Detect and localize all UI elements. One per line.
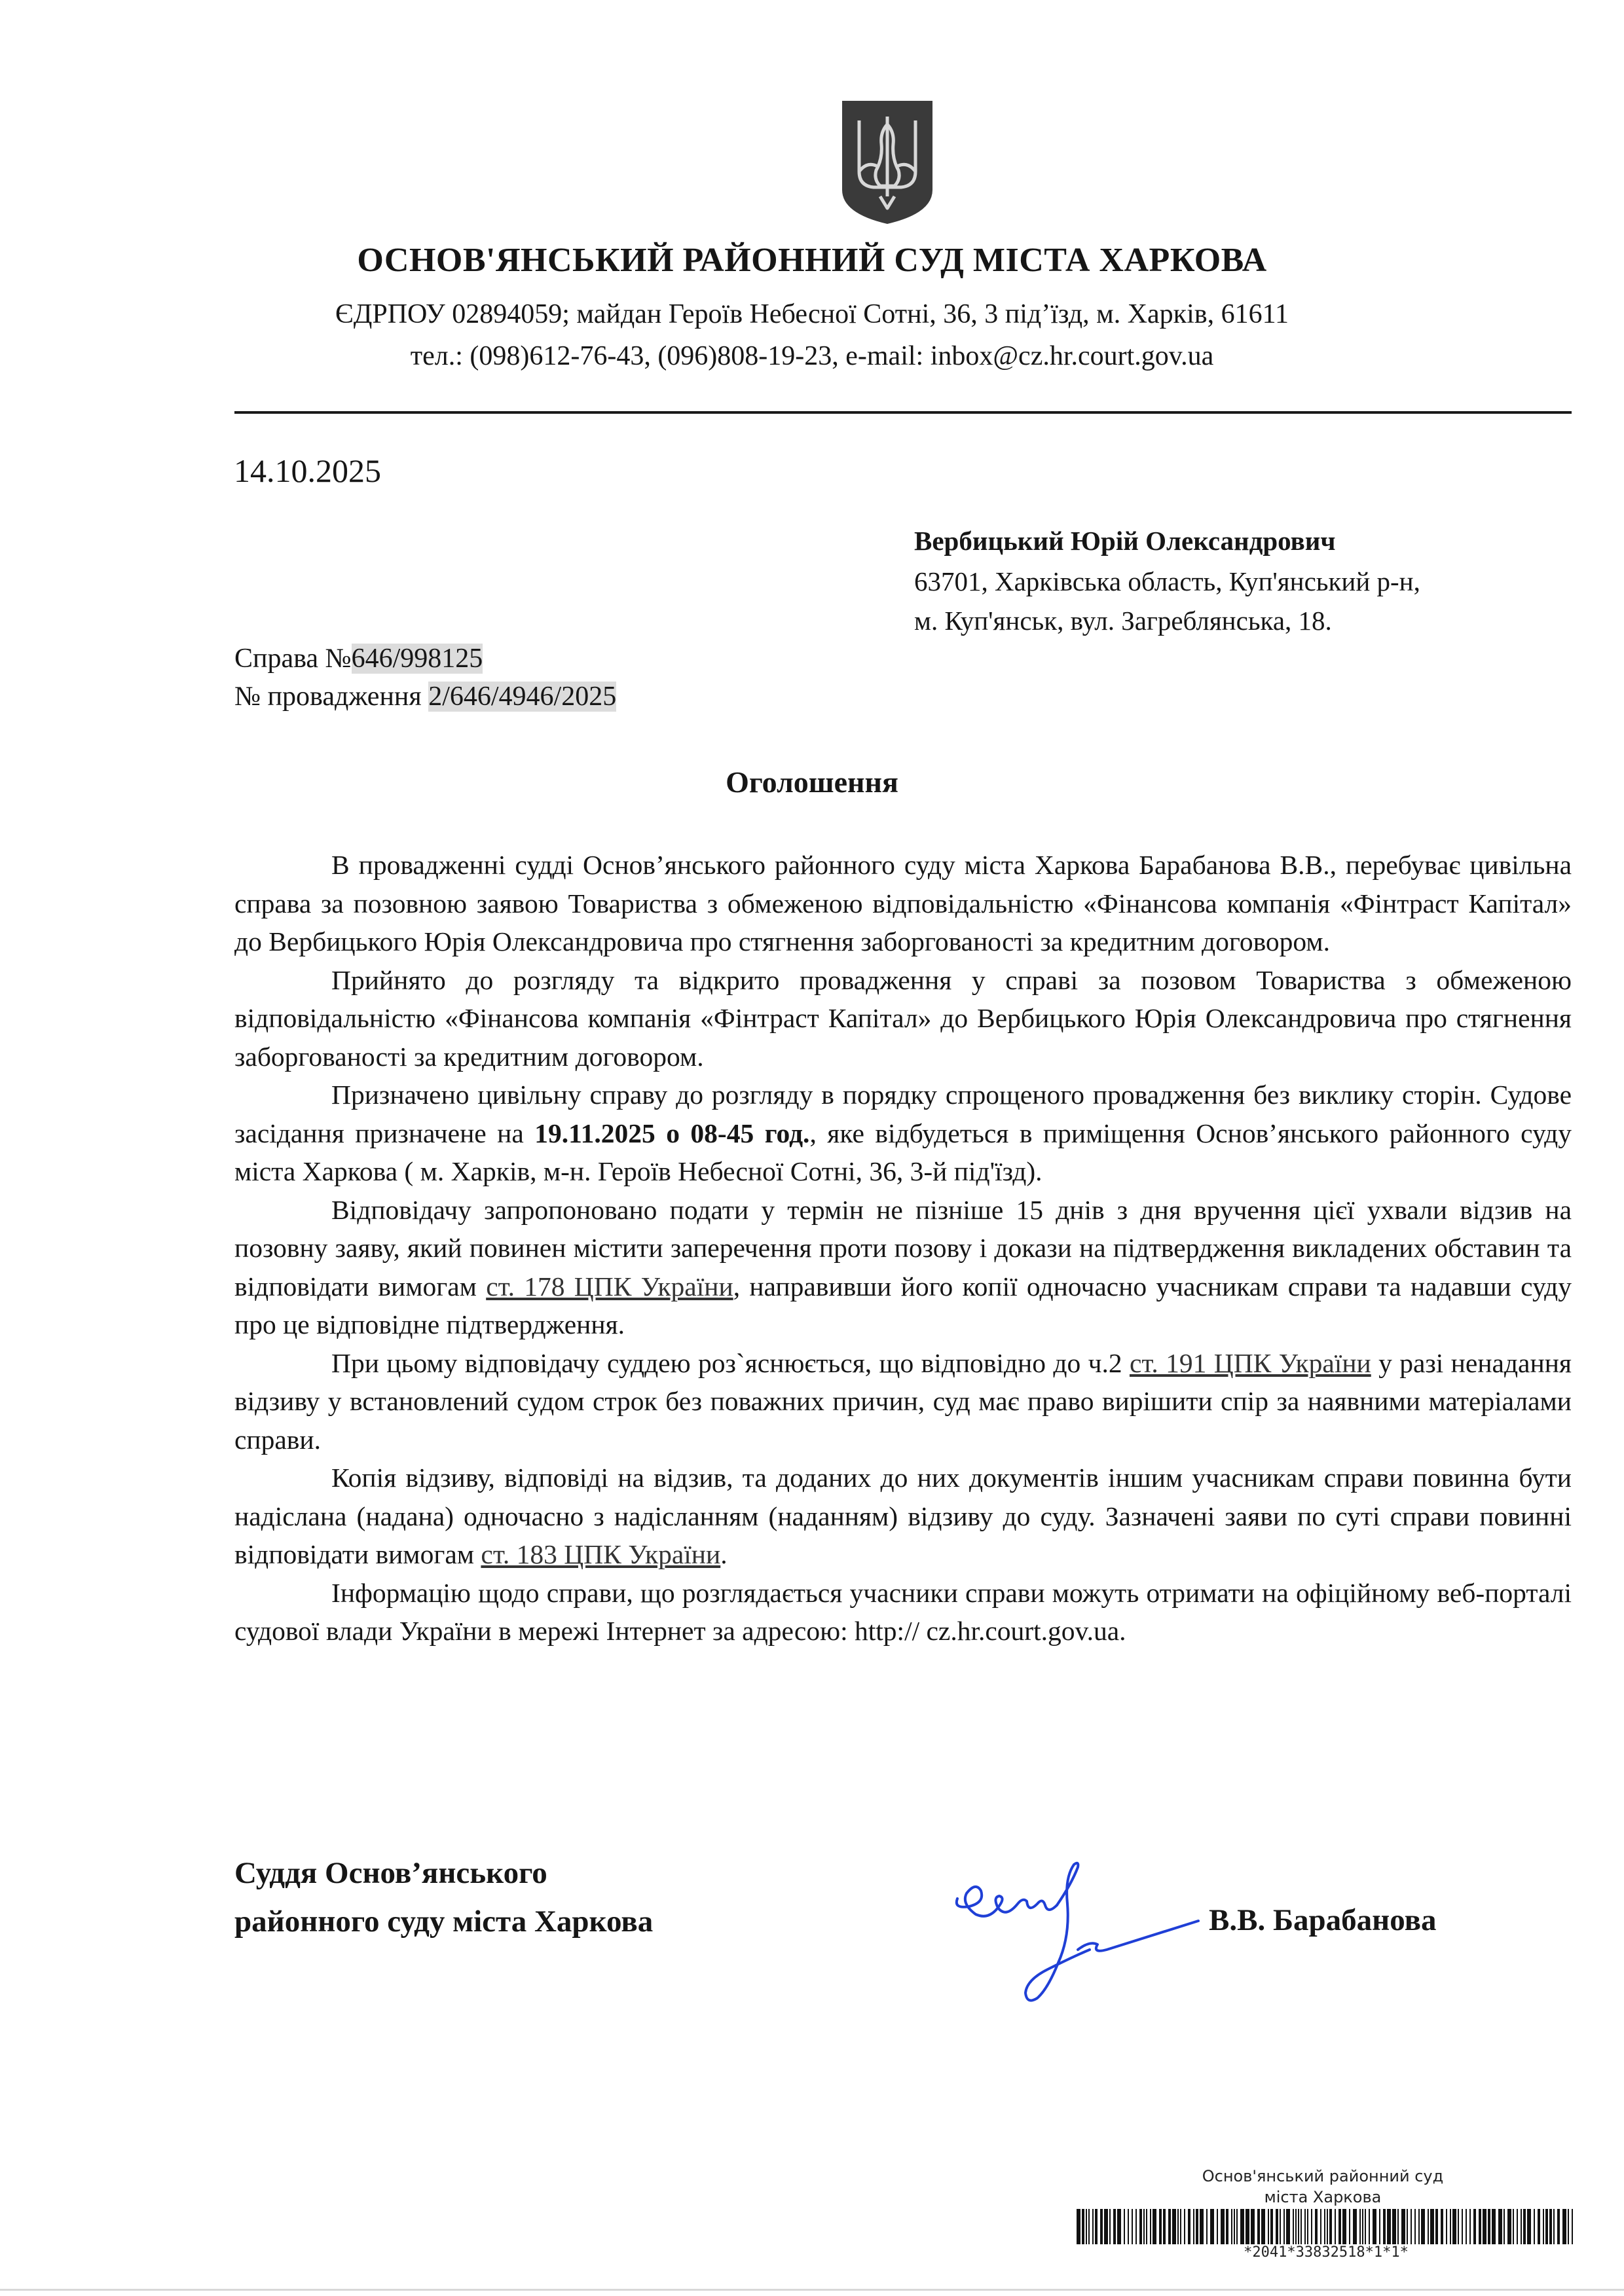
ukraine-trident-emblem-icon <box>840 98 935 227</box>
paragraph-2: Прийнято до розгляду та відкрито провадження у справі за позовом Товариства з обмеженою відповідальністю «Фінансова компанія «Фінтраст Капітал» до Вербицького Юрія Олександровича про стягнення заборгованості за кредитним договором. <box>234 964 1572 1072</box>
paragraph-1: В провадженні судді Основ’янського районного суду міста Харкова Барабанова В.В., перебуває цивільна справа за позовною заявою Товариства з обмеженою відповідальністю «Фінансова компанія «Фінтраст Капітал» до Вербицького Юрія Олександровича про стягнення заборгованості за кредитним договором. <box>234 850 1572 957</box>
judge-title-line2: районного суду міста Харкова <box>234 1904 654 1939</box>
recipient-address-line2: м. Куп'янськ, вул. Загреблянська, 18. <box>914 606 1332 636</box>
paragraph-6 <box>234 1459 1572 1574</box>
announcement-body <box>234 846 1572 1650</box>
cpc-article-178-link[interactable]: ст. 178 ЦПК України <box>486 1271 733 1302</box>
paragraph-4-text-end: , направивши його копії одночасно учасникам справи та надавши суду про це відповідне підтвердження. <box>234 1271 1572 1339</box>
judge-title-line1: Суддя Основ’янського <box>234 1856 547 1890</box>
proceeding-label: № провадження <box>234 682 429 712</box>
barcode-number: *2041*33832518*1*1* <box>1244 2244 1409 2261</box>
court-name: ОСНОВ'ЯНСЬКИЙ РАЙОННИЙ СУД МІСТА ХАРКОВА <box>357 242 1267 279</box>
paragraph-5-text: При цьому відповідачу суддею роз`яснюється, що відповідно до ч.2 <box>331 1347 1130 1378</box>
case-number: 646/998125 <box>351 644 483 674</box>
recipient-address-line1: 63701, Харківська область, Куп'янський р-н, <box>914 566 1420 596</box>
document-date: 14.10.2025 <box>234 452 381 489</box>
case-label: Справа № <box>234 644 352 674</box>
paragraph-3-text-end: , яке відбудеться в приміщення Основ’янського районного суду міста Харкова ( м. Харків, м-н. Героїв Небесної Сотні, 36, 3-й під'їзд). <box>234 1118 1572 1186</box>
paragraph-7: Інформацію щодо справи, що розглядається учасники справи можуть отримати на офіційному веб-порталі судової влади України в мережі Інтернет за адресою: http:// cz.hr.court.gov.ua. <box>234 1577 1572 1646</box>
paragraph-4 <box>234 1191 1572 1344</box>
proceeding-number-line <box>234 681 616 712</box>
document-title: Оголошення <box>726 765 898 799</box>
paragraph-5 <box>234 1344 1572 1459</box>
judge-name: В.В. Барабанова <box>1209 1903 1437 1937</box>
court-contacts-line: тел.: (098)612-76-43, (096)808-19-23, e-mail: inbox@cz.hr.court.gov.ua <box>410 341 1214 371</box>
hearing-datetime: 19.11.2025 о 08-45 год. <box>534 1118 810 1148</box>
paragraph-3-text: Призначено цивільну справу до розгляду в порядку спрощеного провадження без виклику сторін. Судове засідання призначене на <box>234 1080 1572 1148</box>
paragraph-4-text: Відповідачу запропоновано подати у термін не пізніше 15 днів з дня вручення цієї ухвали відзив на позовну заяву, який повинен містити заперечення проти позову і докази на підтвердження викладених обставин та відповідати вимогам <box>234 1194 1572 1302</box>
cpc-article-191-link[interactable]: ст. 191 ЦПК України <box>1129 1347 1371 1378</box>
paragraph-3 <box>234 1076 1572 1191</box>
barcode-icon <box>1074 2209 1578 2244</box>
paragraph-6-text: Копія відзиву, відповіді на відзив, та доданих до них документів іншим учасникам справи повинна бути надіслана (надана) одночасно з надісланням (наданням) відзиву до суду. Зазначені заяви по суті справи повинні відповідати вимогам <box>234 1463 1572 1569</box>
header-divider <box>234 411 1572 414</box>
recipient-name: Вербицький Юрій Олександрович <box>914 526 1336 556</box>
court-address-line: ЄДРПОУ 02894059; майдан Героїв Небесної Сотні, 36, 3 під’їзд, м. Харків, 61611 <box>335 299 1289 329</box>
case-number-line <box>234 643 483 674</box>
page-bottom-edge <box>0 2289 1624 2291</box>
paragraph-5-text-end: у разі ненадання відзиву у встановлений судом строк без поважних причин, суд має право вирішити спір за наявними матеріалами справи. <box>234 1347 1572 1455</box>
cpc-article-183-link[interactable]: ст. 183 ЦПК України <box>481 1539 721 1569</box>
stamp-court-line1: Основ'янський районний суд <box>1202 2167 1444 2185</box>
handwritten-signature-icon <box>950 1858 1225 2022</box>
paragraph-6-text-end: . <box>720 1539 728 1569</box>
stamp-court-line2: міста Харкова <box>1264 2188 1382 2206</box>
proceeding-number: 2/646/4946/2025 <box>428 682 617 712</box>
